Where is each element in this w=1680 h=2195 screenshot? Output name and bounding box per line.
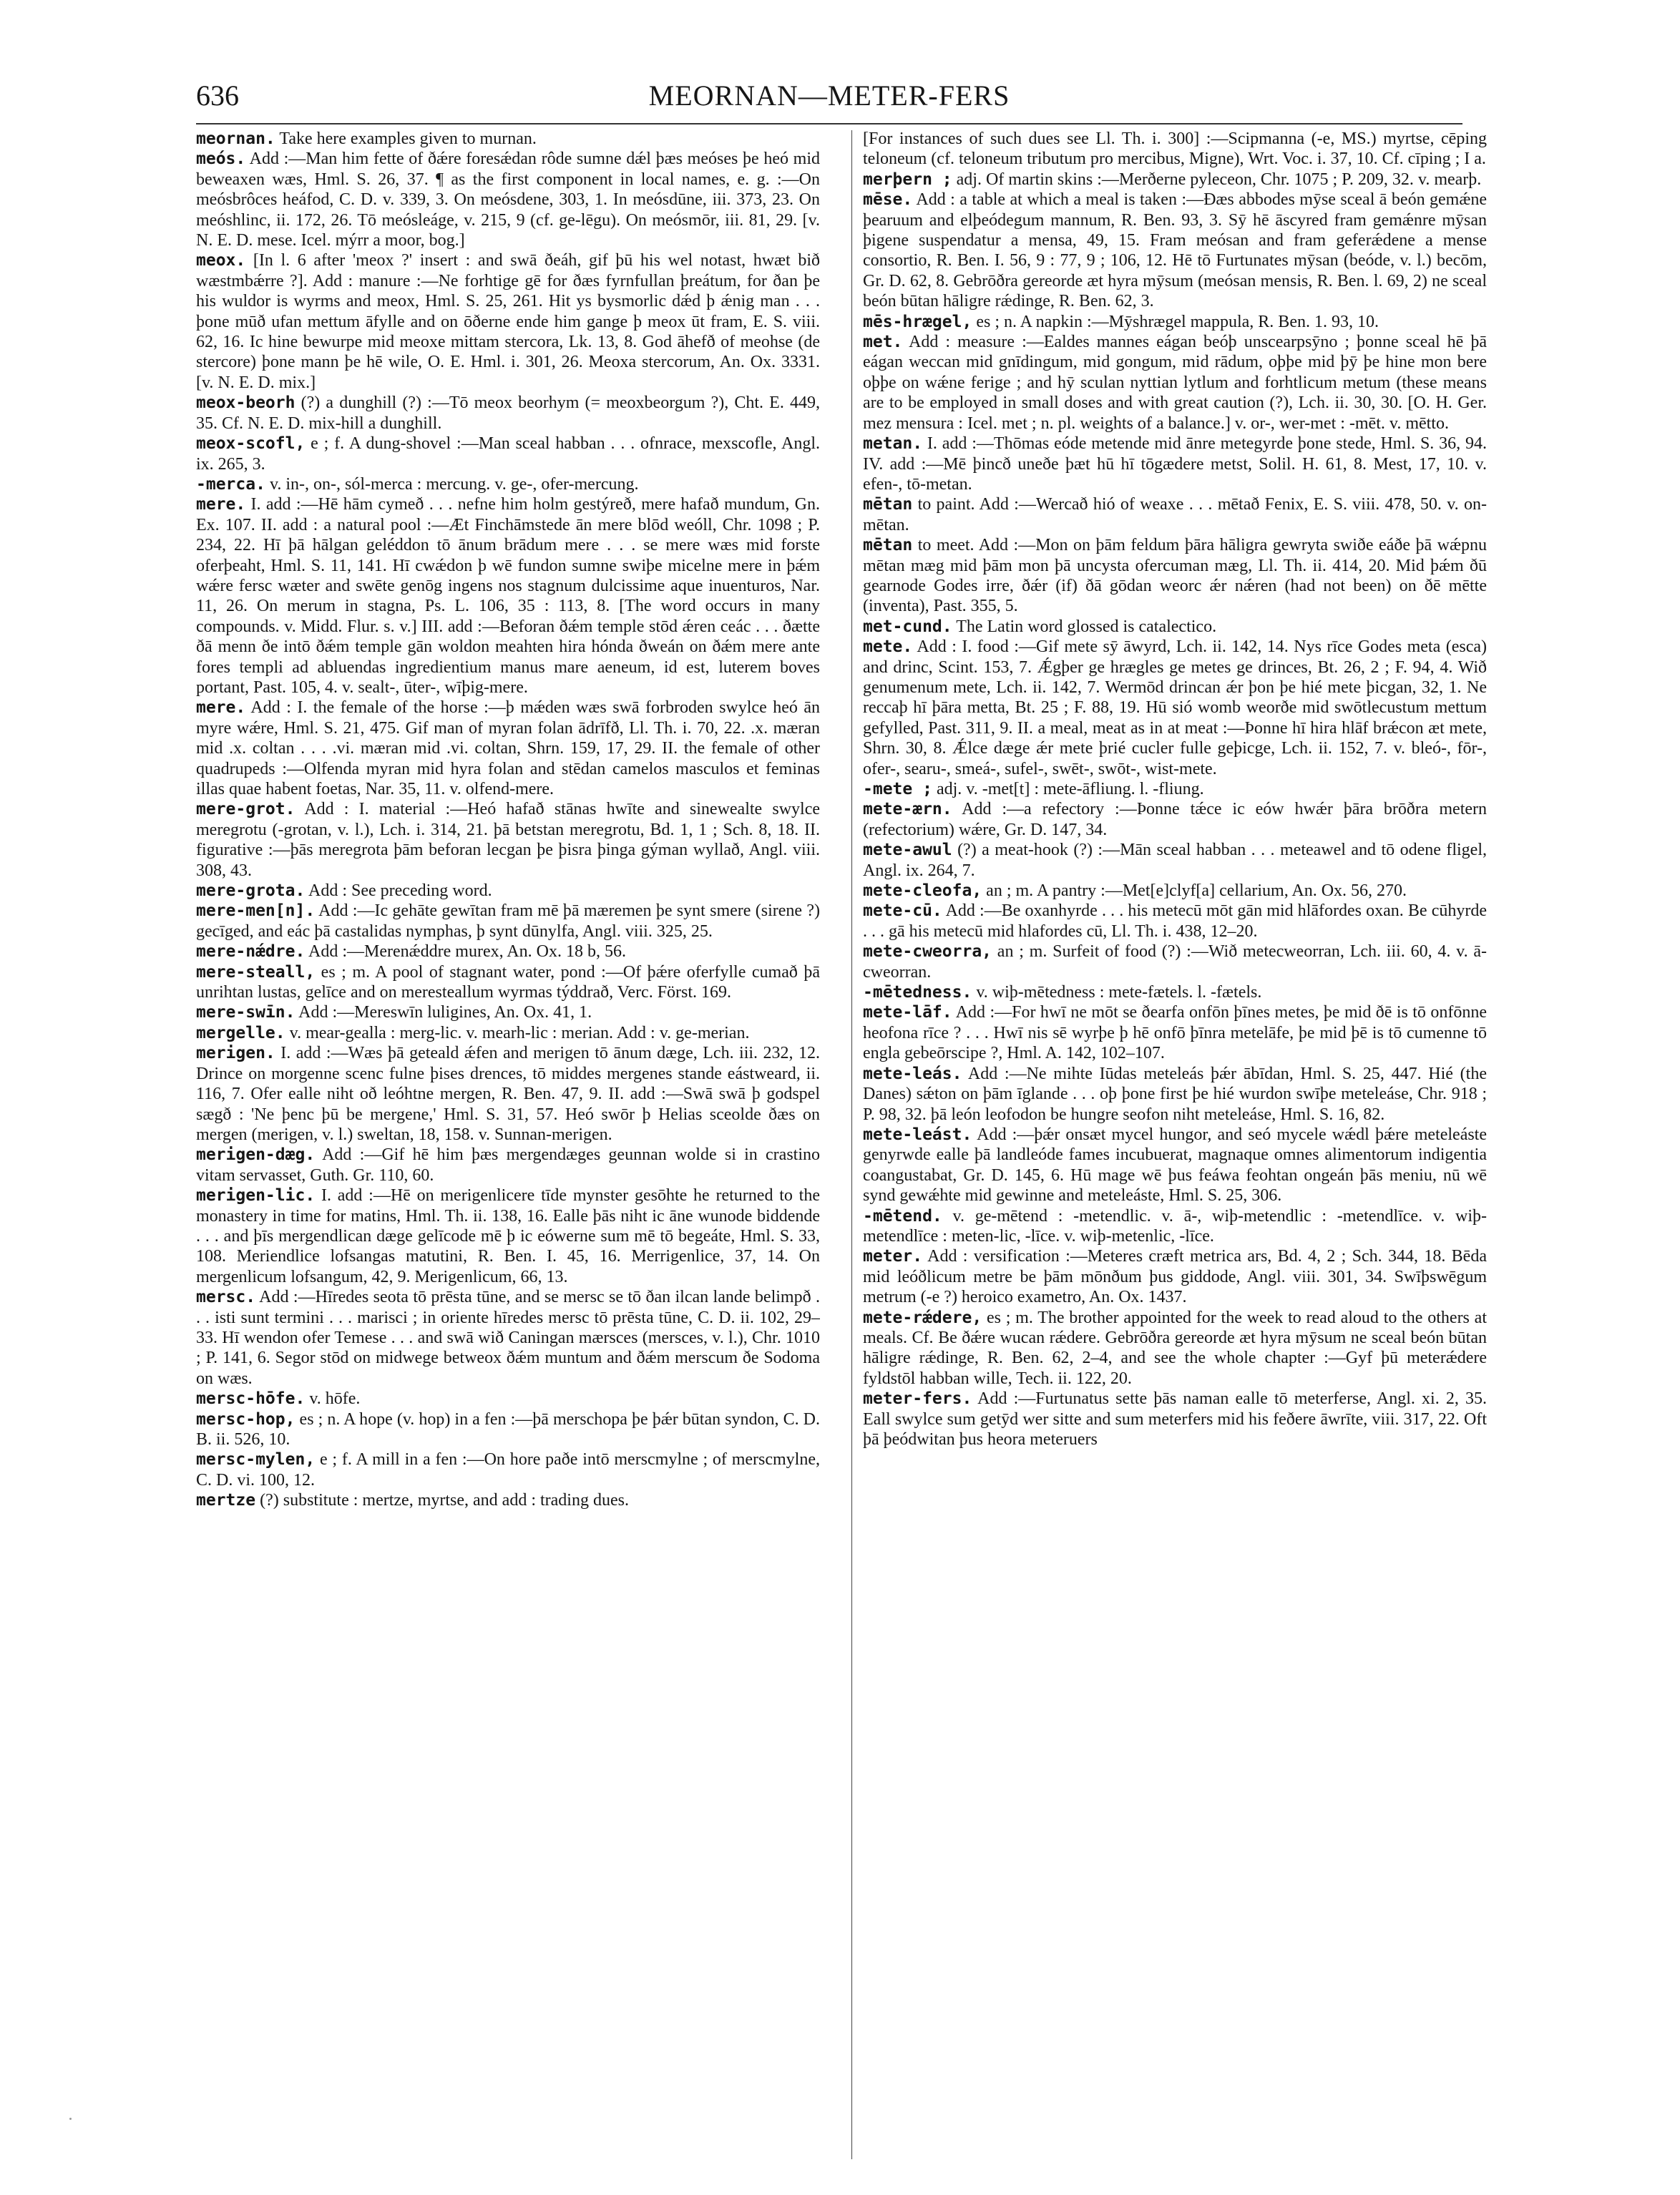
entry-headword: mere-grot. (196, 800, 296, 819)
entry-text: Add :—Furtunatus sette þās naman ealle tō meterferse, Angl. xi. 2, 35. Eall swylce sum getȳd wer sitte and sum meterfers mid his feðere āwrīte, viii. 317, 22. Oft þā þeódwitan þus heora meteruers (863, 1389, 1487, 1449)
entry-headword: mēs-hrægel, (863, 312, 972, 331)
dictionary-entry (196, 962, 820, 1003)
entry-text: (?) substitute : mertze, myrtse, and add : trading dues. (255, 1491, 629, 1510)
entry-text: I. add :—Hē hām cymeð . . . nefne him holm gestýreð, mere hafað mundum, Gn. Ex. 107. II. add : a natural pool :—Æt Finchāmstede ān mere blōd weóll, Chr. 1098 ; P. 234, 22. Hī þā hālgan geléddon tō ānum brādum mere . . . se mere wæs mid forste oferþeaht, Hml. S. 11, 141. Hī cwǽdon þ wē fundon sumne swiþe micelne mere in þǽm wǽre fersc wæter and swēte genōg ingens nos stagnum dulcissime aque inuenturos, Nar. 11, 26. On merum in stagna, Ps. L. 106, 35 : 113, 8. [The word occurs in many compounds. v. Midd. Flur. s. v.] III. add :—Beforan ðǽm temple stōd ǽren ceác . . . ðætte ðā menn ðe intō ðǽm temple gān woldon meahten hira hónda ðweán on ðǽm mere ante fores templi ad abluendas ingredientium manus mare aeneum, id est, luterem boves portant, Past. 105, 4. v. sealt-, ūter-, wīþig-mere. (196, 495, 820, 697)
dictionary-entry (863, 942, 1487, 982)
entry-text: es ; n. A hope (v. hop) in a fen :—þā merschopa þe þǽr būtan syndon, C. D. B. ii. 526, 10. (196, 1409, 820, 1449)
entry-headword: mete-awul (863, 841, 952, 860)
entry-headword: mersc-mylen, (196, 1450, 316, 1470)
dictionary-entry (863, 1002, 1487, 1063)
dictionary-entry (863, 535, 1487, 617)
entry-headword: -mete ; (863, 780, 932, 798)
dictionary-entry (196, 434, 820, 474)
dictionary-entry (196, 1002, 820, 1022)
entry-headword: merigen-lic. (196, 1186, 316, 1206)
entry-headword: -merca. (196, 474, 265, 494)
entry-headword: mere-grota. (196, 881, 306, 901)
dictionary-entry (196, 942, 820, 962)
entry-headword: mete-lāf. (863, 1003, 952, 1022)
dictionary-entry (863, 881, 1487, 901)
entry-headword: mete-cweorra, (863, 942, 992, 962)
entry-text: es ; n. A napkin :—Mȳshrægel mappula, R. Ben. 1. 93, 10. (972, 312, 1379, 331)
dictionary-entry (196, 393, 820, 434)
entry-text: [For instances of such dues see Ll. Th. i. 300] :—Scipmanna (-e, MS.) myrtse, cēping teloneum (cf. teloneum tributum pro mercibus, Migne), Wrt. Voc. i. 37, 10. Cf. cīping ; I a. (863, 129, 1487, 169)
dictionary-entry (863, 434, 1487, 494)
entry-headword: meter-fers. (863, 1389, 972, 1409)
dictionary-entry (863, 840, 1487, 881)
entry-text: v. wiþ-mētedness : mete-fætels. l. -fætels. (972, 983, 1262, 1002)
dictionary-entry (196, 799, 820, 881)
entry-headword: meós. (196, 150, 246, 169)
entry-text: Add :—Be oxanhyrde . . . his metecū mōt gān mid hlāfordes oxan. Be cūhyrde . . . gā his metecū mid hlafordes cū, Ll. Th. i. 438, 12–20. (863, 901, 1487, 941)
entry-text: Add : See preceding word. (305, 881, 492, 901)
dictionary-entry (863, 190, 1487, 311)
entry-text: The Latin word glossed is catalectico. (952, 617, 1217, 636)
entry-text: Add : versification :—Meteres cræft metrica ars, Bd. 4, 2 ; Sch. 344, 18. Bēda mid leóðlicum metre be þām mōnðum þus giddode, Angl. viii. 301, 34. Swīþswēgum metrum (-e ?) heroico exametro, An. Ox. 1437. (863, 1247, 1487, 1307)
entry-headword: mete-ærn. (863, 800, 952, 819)
entry-headword: mete-leást. (863, 1125, 972, 1144)
dictionary-entry (863, 170, 1487, 190)
entry-text: Add :—Ic gehāte gewītan fram mē þā mæremen þe synt smere (sirene ?) gecīged, and eác þā castalidas nymphas, þ synt dūnylfa, Angl. viii. 325, 25. (196, 901, 820, 941)
dictionary-entry (196, 881, 820, 901)
entry-headword: mete. (863, 637, 913, 657)
entry-headword: -mētend. (863, 1206, 942, 1226)
dictionary-entry (863, 637, 1487, 779)
page-number: 636 (196, 79, 239, 112)
dictionary-entry (196, 250, 820, 393)
header-rule (196, 123, 1462, 124)
entry-headword: mete-cū. (863, 901, 942, 921)
dictionary-entry (196, 698, 820, 799)
entry-text: Add :—For hwī ne mōt se ðearfa onfōn þīnes metes, þe mid ðē is tō onfōnne heofona rīce ? . . . Hwī nis sē wyrþe þ hē onfō þīnra metelāfe, þe mid þē is tō cumenne tō engla gebeōrscipe ?, Hml. A. 142, 102–107. (863, 1003, 1487, 1063)
dictionary-entry (196, 1409, 820, 1450)
entry-headword: meox. (196, 251, 246, 270)
entry-text: Add :—þǽr onsæt mycel hungor, and seó mycele wǽdl þǽre meteleáste genyrwde ealle þā landleóde fames incubuerat, magnaque omnes alimentorum indigentia coangustabat, Gr. D. 145, 6. Hū mage wē þus feáwa feohtan ongeán þās meniu, nū wē synd gewǽhte mid gewinne and meteleáste, Hml. S. 25, 306. (863, 1125, 1487, 1206)
entry-headword: mere-men[n]. (196, 901, 316, 921)
entry-headword: meox-beorh (196, 393, 296, 413)
page-smudge (69, 2118, 72, 2120)
entry-headword: mersc. (196, 1288, 256, 1307)
dictionary-entry (863, 312, 1487, 332)
dictionary-entry (196, 901, 820, 942)
entry-headword: met-cund. (863, 617, 952, 636)
entry-text: Add : measure :—Ealdes mannes eágan beóþ unscearpsȳno ; þonne sceal hē þā eágan weccan mid gnīdingum, mid gongum, mid rādum, oþþe mid þȳ þe hine mon bere oþþe on wǽne ferige ; and hȳ sculan nyttian lytlum and forhtlicum metum (these means are to be employed in small doses and with great caution (?), Lch. ii. 30, 30. [O. H. Ger. mez mensura : Icel. met ; n. pl. weights of a balance.] v. or-, wer-met : -mēt. v. mētto. (863, 333, 1487, 433)
page-header (196, 77, 1462, 120)
entry-text: I. add :—Wæs þā geteald ǽfen and merigen tō ānum dæge, Lch. iii. 232, 12. Drince on morgenne scenc fulne þises drences, tō middes mergenes stande eástweard, ii. 116, 7. Ofer ealle niht oð leóhtne mergen, R. Ben. 47, 9. II. add :—Swā swā þ godspel sægð : 'Ne þenc þū be mergene,' Hml. S. 31, 57. Heó swōr þ Helias sceolde ðæs on mergen (merigen, v. l.) sweltan, 18, 158. v. Sunnan-merigen. (196, 1044, 820, 1144)
entry-text: adj. Of martin skins :—Merðerne pyleceon, Chr. 1075 ; P. 209, 32. v. mearþ. (952, 170, 1482, 189)
dictionary-entry (863, 1125, 1487, 1206)
entry-text: v. hōfe. (305, 1389, 361, 1409)
dictionary-entry (863, 1246, 1487, 1307)
entry-text: v. ge-mētend : -metendlic. v. ā-, wiþ-metendlic : -metendlīce. v. wiþ-metendlīce : meten-lic, -līce. v. wiþ-metenlic, -līce. (863, 1206, 1487, 1246)
dictionary-entry (196, 1043, 820, 1145)
entry-headword: metan. (863, 434, 923, 454)
dictionary-entry (196, 1450, 820, 1490)
dictionary-entry (863, 799, 1487, 840)
entry-text: v. mear-gealla : merg-lic. v. mearh-lic : merian. Add : v. ge-merian. (285, 1023, 750, 1042)
running-head: MEORNAN—METER-FERS (648, 79, 1010, 112)
dictionary-entry (863, 1064, 1487, 1125)
entry-headword: mergelle. (196, 1023, 285, 1042)
entry-text: adj. v. -met[t] : mete-āfliung. l. -fliung. (932, 780, 1204, 798)
entry-headword: merigen. (196, 1044, 275, 1063)
entry-headword: meox-scofl, (196, 434, 306, 454)
dictionary-entry (863, 1206, 1487, 1247)
entry-headword: mere. (196, 698, 246, 718)
entry-text: e ; f. A dung-shovel :—Man sceal habban . . . ofnrace, mexscofle, Angl. ix. 265, 3. (196, 434, 820, 474)
entry-text: Add :—Hīredes seota tō prēsta tūne, and se mersc se tō ðan ilcan lande belimpð . . . isti sunt termini . . . marisci ; in oriente hīredes mersc tō prēsta tūne, C. D. ii. 102, 29–33. Hī wendon ofer Temese . . . and swā wið Caningan mærsces (mersces, v. l.), Chr. 1010 ; P. 141, 6. Segor stōd on midwege betweox ðǽm muntum and ðǽm merscum ðe Sodoma on wæs. (196, 1288, 820, 1388)
entry-text: (?) a dunghill (?) :—Tō meox beorhym (= meoxbeorgum ?), Cht. E. 449, 35. Cf. N. E. D. mix-hill a dunghill. (196, 393, 820, 433)
entry-text: Add :—Gif hē him þæs mergendæges geunnan wolde si in crastino vitam servasset, Guth. Gr. 110, 60. (196, 1145, 820, 1185)
entry-headword: meter. (863, 1247, 923, 1266)
entry-text: Add :—Ne mihte Iūdas meteleás þǽr ābīdan, Hml. S. 25, 447. Hié (the Danes) sǽton on þām īglande . . . oþ þone first þe hié wurdon swīþe meteleáse, Chr. 918 ; P. 98, 32. þā león leofodon be hungre seofon niht meteleáse, Hml. S. 16, 82. (863, 1064, 1487, 1124)
entry-headword: mertze (196, 1491, 256, 1510)
entry-headword: merþern ; (863, 170, 952, 189)
dictionary-entry (196, 129, 820, 149)
right-column (863, 129, 1487, 2161)
entry-text: (?) a meat-hook (?) :—Mān sceal habban . . . meteawel and tō odene fligel, Angl. ix. 264, 7. (863, 841, 1487, 880)
dictionary-entry (196, 494, 820, 698)
entry-text: Add : I. material :—Heó hafað stānas hwīte and sinewealte swylce meregrotu (-grotan, v. l.), Lch. i. 314, 21. þā betstan meregrotu, Bd. 1, 1 ; Sch. 8, 18. II. figurative :—þās meregrota þām beforan lecgan þe þisra þinga gýman wyllað, Angl. viii. 308, 43. (196, 800, 820, 880)
entry-text: an ; m. A pantry :—Met[e]clyf[a] cellarium, An. Ox. 56, 270. (982, 881, 1407, 901)
entry-headword: mēse. (863, 190, 913, 210)
dictionary-entry (196, 1490, 820, 1510)
entry-headword: mersc-hōfe. (196, 1389, 306, 1409)
entry-headword: mere-nǽdre. (196, 942, 306, 962)
dictionary-entry (863, 494, 1487, 535)
entry-text: es ; m. A pool of stagnant water, pond :—Of þǽre oferfylle cumað þā unrihtan lustas, gelīce and on meresteallum wyrmas týddrað, Verc. Först. 169. (196, 962, 820, 1002)
entry-text: I. add :—Thōmas eóde metende mid ānre metegyrde þone stede, Hml. S. 36, 94. IV. add :—Mē þincð uneðe þæt hū hī tōgædere metst, Solil. H. 61, 8. Mest, 17, 10. v. efen-, tō-metan. (863, 434, 1487, 494)
entry-headword: merigen-dæg. (196, 1145, 316, 1165)
entry-text: I. add :—Hē on merigenlicere tīde mynster gesōhte he returned to the monastery in time for matins, Hml. Th. ii. 138, 16. Ealle þās niht ic āne wunode biddende . . . and þīs mergendlican dæge gelīcode mē þ ic eówerne sum mē tō begeáte, Hml. S. 33, 108. Meriendlice lofsangas matutini, R. Ben. I. 45, 16. Merrigenlice, 37, 14. On mergenlicum lofsangum, 42, 9. Merigenlicum, 66, 13. (196, 1186, 820, 1286)
entry-text: Add : I. the female of the horse :—þ mǽden wæs swā forbroden swylce heó ān myre wǽre, Hml. S. 21, 475. Gif man of myran folan ādrīfð, Ll. Th. i. 70, 22. .x. mæran mid .x. coltan . . . .vi. mæran mid .vi. coltan, Shrn. 159, 17, 29. II. the female of other quadrupeds :—Olfenda myran mid hyra folan and stēdan camelos masculos et feminas illas quae habent foetas, Nar. 35, 11. v. olfend-mere. (196, 698, 820, 798)
entry-text: es ; m. The brother appointed for the week to read aloud to the others at meals. Cf. Be ðǽre wucan rǽdere. Gebrōðra gereorde æt hyra mȳsum ne sceal beón būtan hāligre rǽdinge, R. Ben. 62, 2–4, and see the whole chapter :—Gyf þū meterǽdere fyldstōl habban wille, Tech. ii. 122, 20. (863, 1308, 1487, 1388)
dictionary-entry (196, 149, 820, 250)
entry-headword: meornan. (196, 129, 275, 148)
left-column (196, 129, 820, 2161)
entry-headword: -mētedness. (863, 983, 972, 1002)
entry-text: an ; m. Surfeit of food (?) :—Wið metecweorran, Lch. iii. 60, 4. v. ā-cweorran. (863, 942, 1487, 982)
entry-headword: mete-cleofa, (863, 881, 982, 901)
dictionary-entry (863, 982, 1487, 1002)
entry-text: Add :—Man him fette of ðǽre foresǽdan rôde sumne dǽl þæs meóses þe heó mid beweaxen wæs, Hml. S. 26, 37. ¶ as the first component in local names, e. g. :—On meósbrôces heáfod, C. D. v. 339, 3. On meósdene, 303, 1. In meósdūne, iii. 373, 23. On meóshlinc, ii. 172, 26. Tō meósleáge, v. 215, 9 (cf. ge-lēgu). On meósmōr, iii. 81, 29. [v. N. E. D. mese. Icel. mýrr a moor, bog.] (196, 150, 820, 250)
dictionary-entry (863, 901, 1487, 942)
entry-headword: mere. (196, 495, 246, 514)
entry-headword: mete-rǽdere, (863, 1308, 982, 1327)
dictionary-entry (863, 129, 1487, 170)
entry-headword: met. (863, 333, 903, 352)
dictionary-entry (863, 1308, 1487, 1389)
entry-text: Add : a table at which a meal is taken :—Ðæs abbodes mȳse sceal ā beón gemǽne þearuum and elþeódegum mannum, R. Ben. 93, 3. Sȳ hē āscyred fram gemǽnre mȳsan þigene suspendatur a mensa, 49, 15. Fram meósan and fram geferǽdene a mense consortio, R. Ben. I. 56, 9 : 77, 9 ; 106, 12. Hē tō Furtunates mȳsan (beóde, v. l.) becōm, Gr. D. 62, 8. Gebrōðra gereorde æt hyra mȳsum (meósan mensis, R. Ben. l. 69, 2) ne sceal beón būtan hāligre rǽdinge, R. Ben. 62, 3. (863, 190, 1487, 311)
dictionary-entry (863, 617, 1487, 637)
entry-text: to paint. Add :—Wercað hió of weaxe . . . mētað Fenix, E. S. viii. 478, 50. v. on-mētan. (863, 495, 1487, 534)
dictionary-entry (196, 1287, 820, 1389)
entry-text: Add :—a refectory :—Þonne tǽce ic eów hwǽr þāra brōðra metern (refectorium) wǽre, Gr. D. 147, 34. (863, 800, 1487, 839)
entry-headword: mētan (863, 495, 913, 514)
entry-text: e ; f. A mill in a fen :—On hore paðe intō merscmylne ; of merscmylne, C. D. vi. 100, 12. (196, 1450, 820, 1490)
dictionary-entry (196, 1186, 820, 1287)
entry-headword: mere-swīn. (196, 1003, 296, 1022)
entry-headword: mētan (863, 536, 913, 555)
dictionary-entry (863, 332, 1487, 434)
entry-text: Add :—Mereswīn luligines, An. Ox. 41, 1. (295, 1003, 592, 1022)
entry-text: [In l. 6 after 'meox ?' insert : and swā ðeáh, gif þū his wel notast, hwæt bið wæstmbǽrre ?]. Add : manure :—Ne forhtige gē for ðæs fyrnfullan þreátum, for ðan þe his wuldor is wyrms and meox, Hml. S. 25, 261. Hit ys bysmorlic dǽd þ ǽnig man . . . þone mūð ufan mettum āfylle and on ōðerne ende him gange þ meox ūt fram, E. S. viii. 62, 16. Ic hine bewurpe mid meoxe mittam stercora, Lk. 13, 8. God āhefð of meohse (de stercore) þone mann þe hē wile, O. E. Hml. i. 301, 26. Meoxa stercorum, An. Ox. 3331. [v. N. E. D. mix.] (196, 251, 820, 392)
entry-text: to meet. Add :—Mon on þām feldum þāra hāligra gewryta swiðe eáðe þā wǽpnu mētan mæg mid þām mon þā uncysta ofercuman mæg, Ll. Th. ii. 414, 20. Mid þǽm ðū gearnode Godes irre, ðǽr (if) ðā gōdan weorc ǽr nǽren (had not been) on ðē mētte (inventa), Past. 355, 5. (863, 536, 1487, 616)
column-divider (851, 130, 852, 2159)
dictionary-entry (196, 1145, 820, 1186)
dictionary-entry (863, 779, 1487, 799)
entry-headword: mere-steall, (196, 962, 316, 982)
dictionary-entry (196, 1023, 820, 1043)
entry-headword: mersc-hop, (196, 1409, 296, 1429)
entry-text: Add : I. food :—Gif mete sȳ āwyrd, Lch. ii. 142, 14. Nys rīce Godes meta (esca) and drinc, Scint. 153, 7. Ǽgþer ge hrægles ge metes ge drinces, Bt. 26, 2 ; F. 94, 4. Wið genumenum mete, Lch. ii. 142, 7. Wermōd drincan ǽr þon þe hié mete þicgan, 32, 1. Ne reccaþ hī þāra metta, Bt. 25 ; F. 88, 19. Hū sió womb weorðe mid swōtlecustum mettum gefylled, Past. 311, 9. II. a meal, meat as in at meat :—Þonne hī hira hlāf brǽcon æt mete, Shrn. 30, 8. Ǽlce dæge ǽr mete þrié cucler fulle geþicge, Lch. ii. 152, 7. v. bleó-, fōr-, ofer-, searu-, smeá-, sufel-, swēt-, swōt-, wist-mete. (863, 637, 1487, 778)
entry-text: Take here examples given to murnan. (275, 129, 537, 148)
entry-text: Add :—Merenǽddre murex, An. Ox. 18 b, 56. (305, 942, 626, 962)
dictionary-entry (863, 1389, 1487, 1450)
dictionary-entry (196, 474, 820, 494)
entry-text: v. in-, on-, sól-merca : mercung. v. ge-, ofer-mercung. (265, 474, 639, 494)
dictionary-entry (196, 1389, 820, 1409)
entry-headword: mete-leás. (863, 1064, 962, 1083)
